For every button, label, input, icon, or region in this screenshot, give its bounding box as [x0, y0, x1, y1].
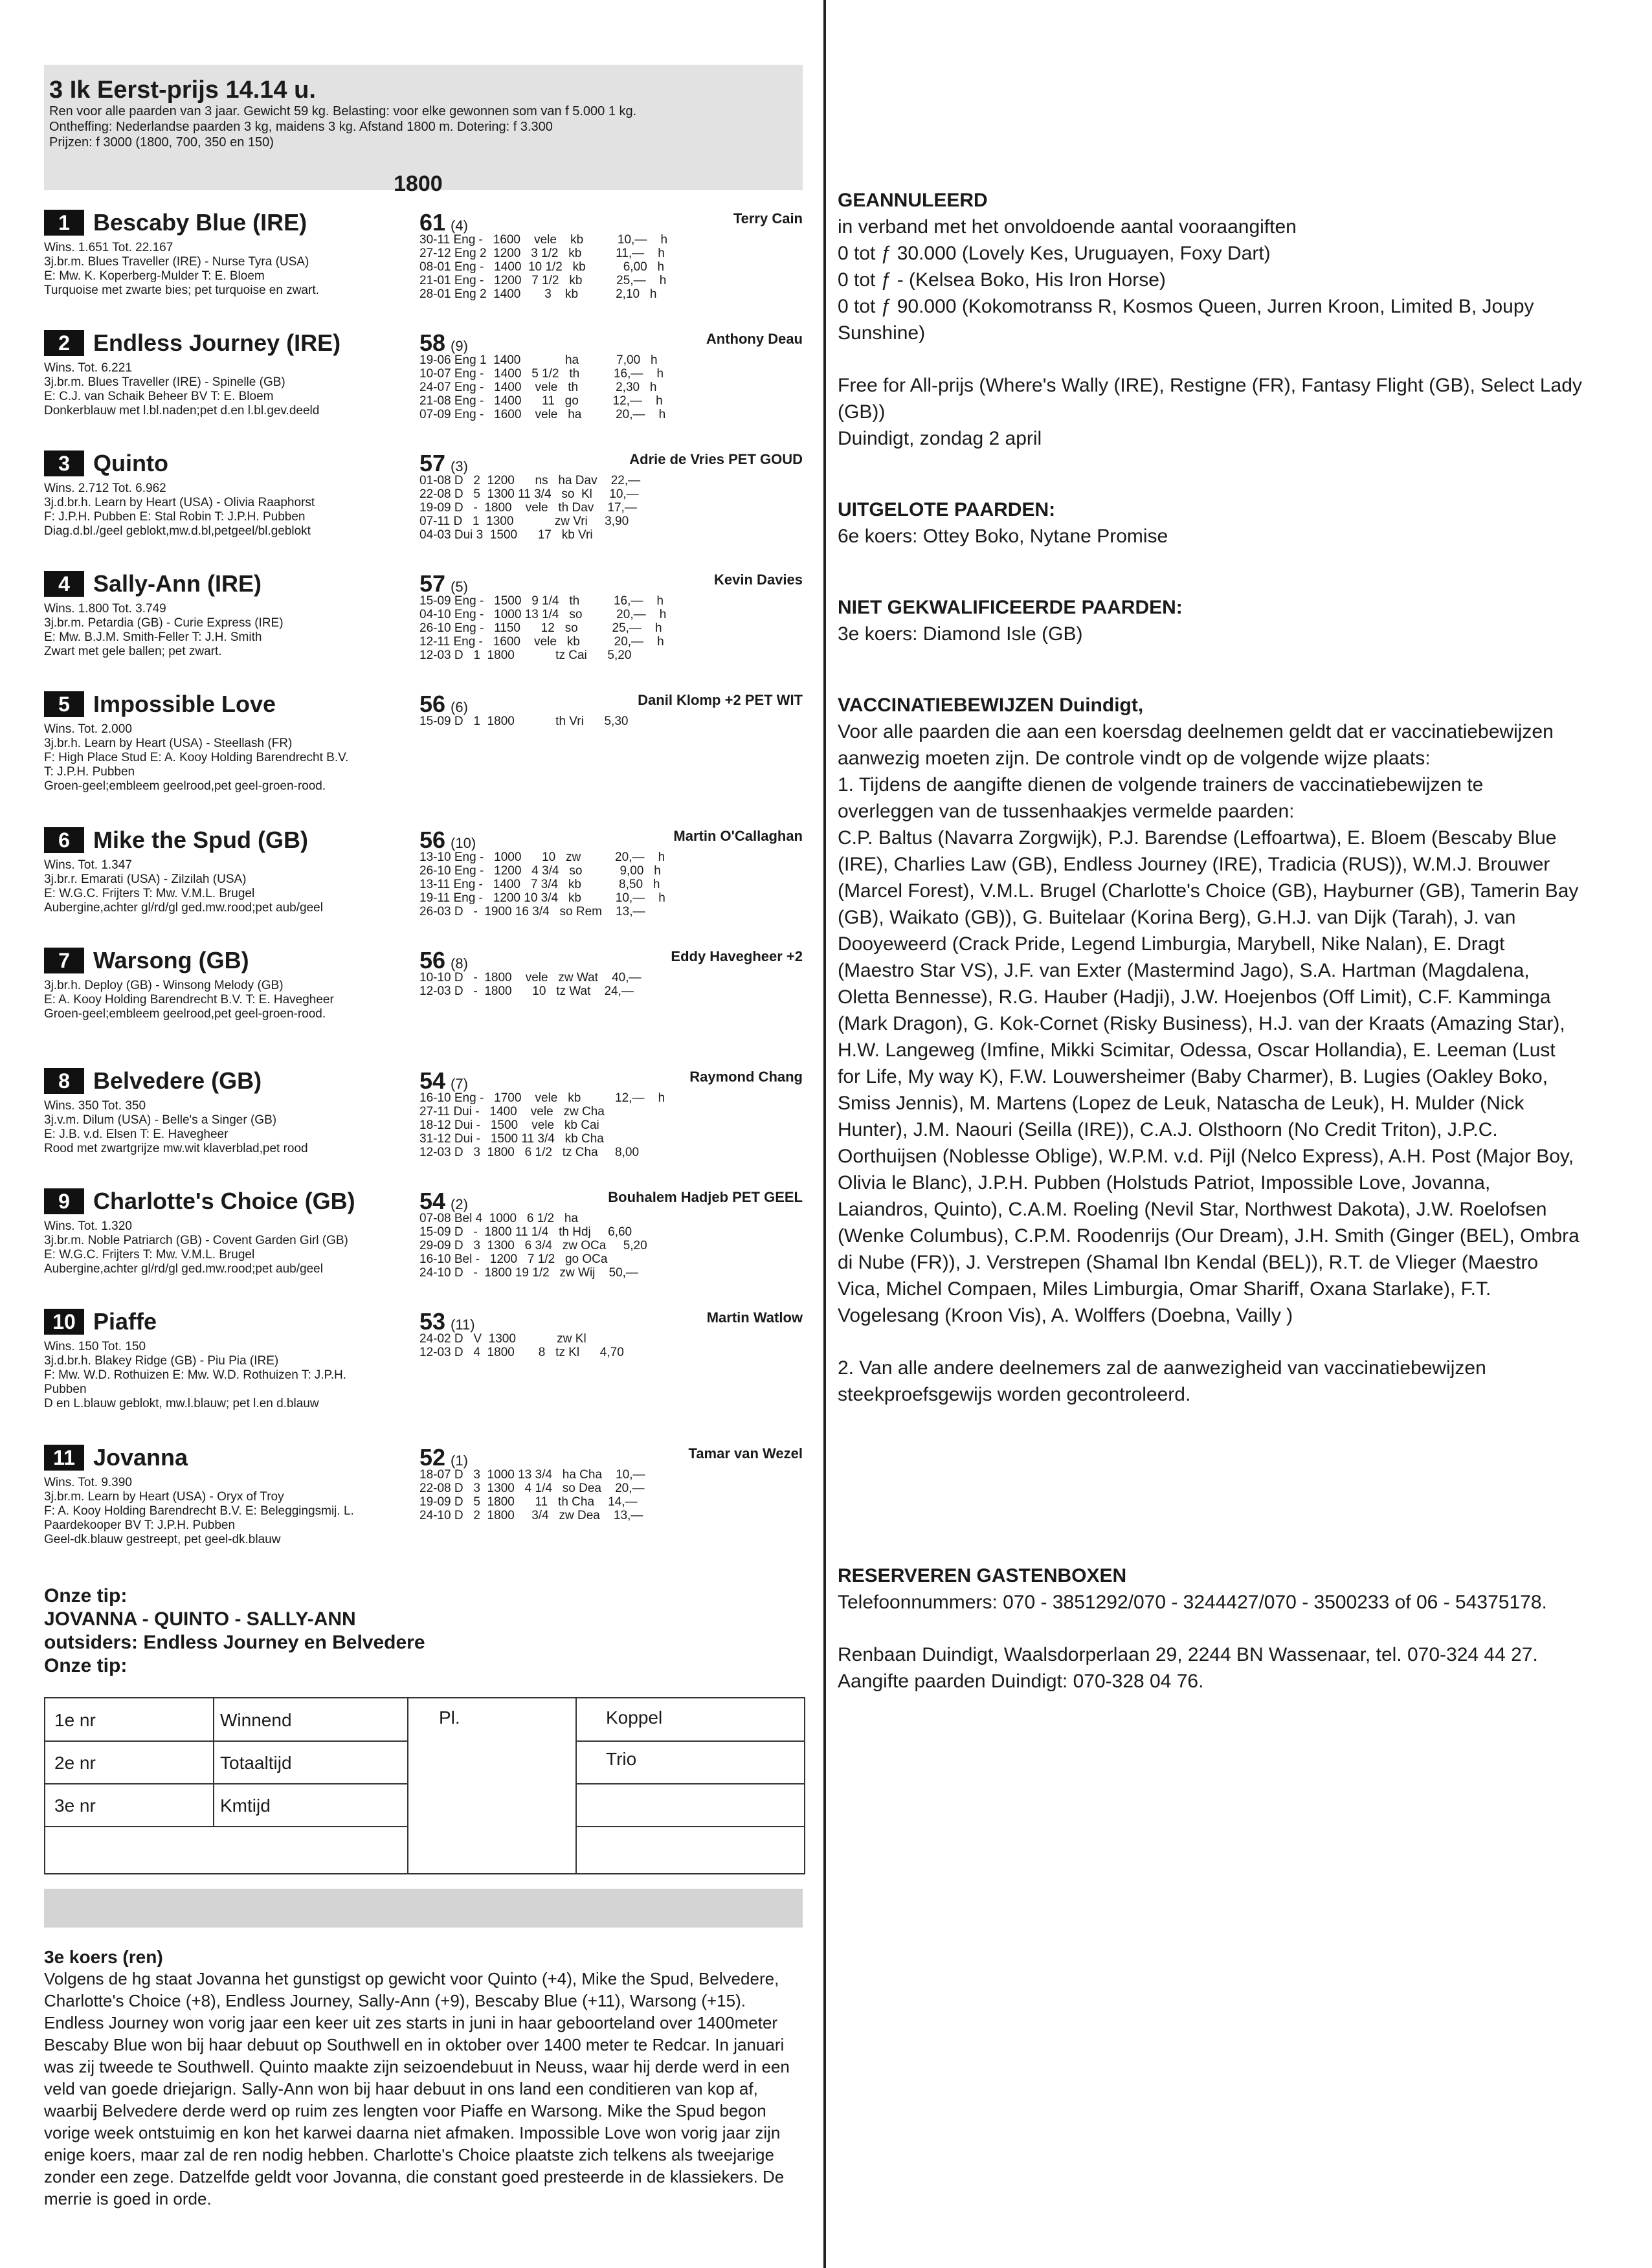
horse-form-table	[419, 971, 642, 998]
horse-post-position: (10)	[451, 835, 476, 851]
horse-form-table	[419, 1091, 665, 1159]
form-row: 22-08 D 3 1300 4 1/4 so Dea 20,—	[419, 1482, 645, 1495]
horse-details	[44, 858, 419, 915]
gray-band	[44, 1889, 803, 1928]
horse-detail-line: E: A. Kooy Holding Barendrecht B.V. T: E. Havegheer	[44, 993, 334, 1006]
form-row: 01-08 D 2 1200 ns ha Dav 22,—	[419, 474, 641, 487]
geannuleerd-line-3: 0 tot ƒ - (Kelsea Boko, His Iron Horse)	[838, 269, 1166, 291]
third-nr-label: 3e nr	[54, 1796, 96, 1816]
horse-detail-line: 3j.br.r. Emarati (USA) - Zilzilah (USA)	[44, 873, 247, 886]
tips-section	[44, 1584, 803, 1678]
horse-detail-line: Donkerblauw met l.bl.naden;pet d.en l.bl.gev.deeld	[44, 404, 320, 417]
form-row: 16-10 Eng - 1700 vele kb 12,— h	[419, 1091, 665, 1105]
horse-entry	[44, 1307, 803, 1443]
geannuleerd-title: GEANNULEERD	[838, 190, 988, 211]
place-label: Pl.	[439, 1707, 460, 1728]
geannuleerd-line-2: 0 tot ƒ 30.000 (Lovely Kes, Uruguayen, Foxy Dart)	[838, 243, 1271, 264]
form-row: 08-01 Eng - 1400 10 1/2 kb 6,00 h	[419, 260, 665, 274]
horse-detail-line: 3j.d.br.h. Blakey Ridge (GB) - Piu Pia (IRE)	[44, 1354, 279, 1368]
vaccinatie-step-1: 1. Tijdens de aangifte dienen de volgende trainers de vaccinatiebewijzen te overleggen van de tussenhaakjes vermelde paarden:	[838, 774, 1484, 822]
horse-detail-line: 3j.br.m. Blues Traveller (IRE) - Spinelle (GB)	[44, 375, 285, 389]
horse-form-table	[419, 1468, 645, 1522]
form-row: 18-12 Dui - 1500 vele kb Cai	[419, 1118, 599, 1132]
horse-post-position: (11)	[451, 1317, 475, 1333]
horse-weight-value: 57	[419, 570, 446, 597]
race-prizes: Prijzen: f 3000 (1800, 700, 350 en 150)	[49, 135, 274, 150]
horse-details	[44, 602, 419, 659]
tip-label: Onze tip:	[44, 1585, 128, 1606]
race-conditions-2: Ontheffing: Nederlandse paarden 3 kg, maidens 3 kg. Afstand 1800 m. Dotering: f 3.300	[49, 120, 553, 134]
horse-weight-value: 56	[419, 691, 446, 717]
horse-detail-line: Wins. Tot. 9.390	[44, 1476, 132, 1489]
horse-detail-line: 3j.br.h. Deploy (GB) - Winsong Melody (GB)	[44, 979, 284, 992]
form-row: 18-07 D 3 1000 13 3/4 ha Cha 10,—	[419, 1468, 645, 1482]
form-row: 19-09 D 5 1800 11 th Cha 14,—	[419, 1495, 638, 1509]
horse-detail-line: Wins. 1.651 Tot. 22.167	[44, 241, 173, 254]
horse-post-position: (7)	[451, 1076, 468, 1092]
horse-number: 8	[44, 1068, 84, 1094]
horse-entry	[44, 1443, 803, 1579]
form-row: 16-10 Bel - 1200 7 1/2 go OCa	[419, 1252, 608, 1266]
horse-weight-value: 52	[419, 1444, 446, 1471]
horse-name: Warsong (GB)	[93, 947, 249, 973]
horse-number: 5	[44, 691, 84, 717]
horse-detail-line: Aubergine,achter gl/rd/gl ged.mw.rood;pet aub/geel	[44, 1262, 323, 1276]
totaaltijd-label: Totaaltijd	[220, 1753, 292, 1773]
horse-name: Piaffe	[93, 1308, 157, 1335]
horse-name: Bescaby Blue (IRE)	[93, 209, 307, 236]
form-row: 22-08 D 5 1300 11 3/4 so Kl 10,—	[419, 487, 639, 501]
horse-weight-value: 56	[419, 827, 446, 853]
uitgelote-title: UITGELOTE PAARDEN:	[838, 499, 1056, 520]
niet-gekwalificeerd-text: 3e koers: Diamond Isle (GB)	[838, 623, 1083, 645]
horse-detail-line: Wins. 2.712 Tot. 6.962	[44, 482, 166, 495]
horse-name: Impossible Love	[93, 691, 276, 717]
horse-detail-line: Zwart met gele ballen; pet zwart.	[44, 645, 222, 658]
column-divider	[823, 0, 826, 2268]
tip-outsiders: outsiders: Endless Journey en Belvedere	[44, 1632, 425, 1653]
horse-details	[44, 722, 419, 794]
horse-weight-value: 56	[419, 947, 446, 973]
horse-detail-line: F: A. Kooy Holding Barendrecht B.V. E: Beleggingsmij. L.	[44, 1504, 354, 1518]
form-row: 13-10 Eng - 1000 10 zw 20,— h	[419, 850, 665, 864]
horse-weight-value: 61	[419, 209, 446, 236]
horse-detail-line: F: High Place Stud E: A. Kooy Holding Barendrecht B.V.	[44, 751, 349, 764]
horse-detail-line: Wins. Tot. 6.221	[44, 361, 132, 375]
form-row: 07-08 Bel 4 1000 6 1/2 ha	[419, 1212, 579, 1225]
geannuleerd-line-1: in verband met het onvoldoende aantal vooraangiften	[838, 216, 1297, 238]
horse-entry	[44, 1067, 803, 1187]
horse-post-position: (9)	[451, 338, 468, 354]
horse-entry	[44, 449, 803, 570]
form-row: 29-09 D 3 1300 6 3/4 zw OCa 5,20	[419, 1239, 647, 1252]
race-distance: 1800	[394, 172, 443, 196]
horse-list	[44, 208, 803, 1579]
horse-number: 3	[44, 450, 84, 476]
horse-detail-line: Pubben	[44, 1383, 87, 1396]
form-row: 04-10 Eng - 1000 13 1/4 so 20,— h	[419, 608, 667, 621]
form-row: 24-10 D - 1800 19 1/2 zw Wij 50,—	[419, 1266, 638, 1280]
vaccinatie-step-2: 2. Van alle andere deelnemers zal de aanwezigheid van vaccinatiebewijzen steekproefsgewijs worden gecontroleerd.	[838, 1357, 1486, 1405]
horse-detail-line: Geel-dk.blauw gestreept, pet geel-dk.blauw	[44, 1533, 281, 1546]
tip-picks: JOVANNA - QUINTO - SALLY-ANN	[44, 1608, 356, 1630]
horse-details	[44, 1476, 419, 1547]
horse-name: Endless Journey (IRE)	[93, 329, 341, 356]
koppel-label: Koppel	[606, 1707, 663, 1728]
horse-form-table	[419, 1332, 624, 1359]
form-row: 21-01 Eng - 1200 7 1/2 kb 25,— h	[419, 274, 667, 287]
horse-detail-line: E: W.G.C. Frijters T: Mw. V.M.L. Brugel	[44, 1248, 255, 1262]
horse-detail-line: 3j.br.m. Learn by Heart (USA) - Oryx of Troy	[44, 1490, 284, 1504]
form-row: 15-09 D - 1800 11 1/4 th Hdj 6,60	[419, 1225, 632, 1239]
horse-details	[44, 979, 419, 1021]
horse-form-table	[419, 233, 667, 301]
horse-number: 9	[44, 1188, 84, 1214]
form-row: 24-02 D V 1300 zw Kl	[419, 1332, 586, 1346]
form-row: 26-03 D - 1900 16 3/4 so Rem 13,—	[419, 905, 645, 918]
duindigt-date: Duindigt, zondag 2 april	[838, 428, 1042, 449]
horse-detail-line: Wins. 350 Tot. 350	[44, 1099, 146, 1113]
form-row: 19-11 Eng - 1200 10 3/4 kb 10,— h	[419, 891, 665, 905]
horse-entry	[44, 570, 803, 690]
horse-jockey: Martin Watlow	[706, 1309, 803, 1326]
form-row: 12-03 D - 1800 10 tz Wat 24,—	[419, 984, 634, 998]
form-row: 12-11 Eng - 1600 vele kb 20,— h	[419, 635, 664, 649]
vaccinatie-intro: Voor alle paarden die aan een koersdag deelnemen geldt dat er vaccinatiebewijzen aanwezig moeten zijn. De controle vindt op de volgende wijze plaats:	[838, 721, 1554, 769]
horse-jockey: Anthony Deau	[706, 331, 803, 347]
horse-jockey: Tamar van Wezel	[688, 1445, 803, 1462]
free-for-all-text: Free for All-prijs (Where's Wally (IRE), Restigne (FR), Fantasy Flight (GB), Select Lady (GB))	[838, 375, 1582, 423]
horse-number: 7	[44, 948, 84, 973]
horse-detail-line: 3j.v.m. Dilum (USA) - Belle's a Singer (GB)	[44, 1113, 277, 1127]
winnend-label: Winnend	[220, 1710, 292, 1730]
horse-detail-line: 3j.br.h. Learn by Heart (USA) - Steellash (FR)	[44, 737, 293, 750]
horse-details	[44, 241, 419, 298]
horse-entry	[44, 329, 803, 449]
form-row: 07-09 Eng - 1600 vele ha 20,— h	[419, 408, 666, 421]
race-title: 3 Ik Eerst-prijs 14.14 u.	[49, 76, 316, 104]
horse-detail-line: E: Mw. K. Koperberg-Mulder T: E. Bloem	[44, 269, 265, 283]
horse-jockey: Danil Klomp +2 PET WIT	[638, 692, 803, 708]
horse-jockey: Kevin Davies	[714, 572, 803, 588]
race-header	[44, 65, 803, 196]
horse-detail-line: Groen-geel;embleem geelrood,pet geel-groen-rood.	[44, 1007, 326, 1021]
horse-weight-value: 54	[419, 1188, 446, 1214]
trio-label: Trio	[606, 1749, 637, 1769]
horse-detail-line: Rood met zwartgrijze mw.wit klaverblad,pet rood	[44, 1142, 308, 1155]
horse-detail-line: Wins. Tot. 1.347	[44, 858, 132, 872]
tip-label-2: Onze tip:	[44, 1655, 128, 1676]
niet-gekwalificeerd-title: NIET GEKWALIFICEERDE PAARDEN:	[838, 597, 1183, 618]
horse-detail-line: 3j.br.m. Petardia (GB) - Curie Express (IRE)	[44, 616, 284, 630]
gastenboxen-address: Renbaan Duindigt, Waalsdorperlaan 29, 2244 BN Wassenaar, tel. 070-324 44 27. Aangifte paarden Duindigt: 070-328 04 76.	[838, 1644, 1538, 1692]
horse-jockey: Adrie de Vries PET GOUD	[629, 451, 803, 467]
horse-name: Mike the Spud (GB)	[93, 827, 308, 853]
horse-detail-line: D en L.blauw geblokt, mw.l.blauw; pet l.en d.blauw	[44, 1397, 319, 1410]
horse-details	[44, 1099, 419, 1156]
horse-jockey: Bouhalem Hadjeb PET GEEL	[608, 1189, 803, 1205]
form-row: 31-12 Dui - 1500 11 3/4 kb Cha	[419, 1132, 604, 1146]
uitgelote-text: 6e koers: Ottey Boko, Nytane Promise	[838, 526, 1168, 547]
horse-entry	[44, 690, 803, 826]
horse-number: 6	[44, 827, 84, 853]
horse-detail-line: T: J.P.H. Pubben	[44, 765, 135, 779]
gastenboxen-title: RESERVEREN GASTENBOXEN	[838, 1565, 1127, 1586]
form-row: 07-11 D 1 1300 zw Vri 3,90	[419, 515, 629, 528]
horse-post-position: (8)	[451, 955, 468, 972]
horse-form-table	[419, 850, 665, 918]
form-row: 04-03 Dui 3 1500 17 kb Vri	[419, 528, 593, 542]
first-nr-label: 1e nr	[54, 1710, 96, 1730]
horse-form-table	[419, 353, 665, 421]
horse-entry	[44, 826, 803, 946]
horse-jockey: Martin O'Callaghan	[673, 828, 803, 844]
report-text: Volgens de hg staat Jovanna het gunstigst op gewicht voor Quinto (+4), Mike the Spud, Belvedere, Charlotte's Choice (+8), Endless Journey, Sally-Ann (+9), Bescaby Blue (+11), Warsong (+15). Endless Journey won vorig jaar een keer uit zes starts in juni in haar geboorteland over 1400meter Bescaby Blue won bij haar debuut op Southwell en in oktober over 1400 meter te Redcar. In januari was zij tweede te Southwell. Quinto maakte zijn seizoendebuut in Neuss, waar hij derde werd in een veld van goede driejarign. Sally-Ann won bij haar debuut in ons land een conditieren van kop af, waarbij Belvedere derde werd op ruim zes lengten voor Piaffe en Warsong. Mike the Spud begon vorige week ontstuimig en kon het karwei daarna niet afmaken. Impossible Love won vorig jaar zijn enige koers, maar zal de ren nodig hebben. Charlotte's Choice plaatste zich telkens als tweejarige zonder een zege. Datzelfde geldt voor Jovanna, die constant goed presteerde in de klassiekers. De merrie is goed in orde.	[44, 1969, 790, 2208]
form-row: 27-11 Dui - 1400 vele zw Cha	[419, 1105, 605, 1118]
horse-post-position: (2)	[451, 1196, 468, 1212]
horse-form-table	[419, 715, 628, 728]
horse-details	[44, 1219, 419, 1276]
horse-jockey: Eddy Havegheer +2	[671, 948, 803, 964]
horse-name: Quinto	[93, 450, 168, 476]
horse-detail-line: Wins. 1.800 Tot. 3.749	[44, 602, 166, 616]
horse-detail-line: Wins. Tot. 2.000	[44, 722, 132, 736]
form-row: 26-10 Eng - 1150 12 so 25,— h	[419, 621, 662, 635]
horse-number: 2	[44, 330, 84, 356]
form-row: 15-09 D 1 1800 th Vri 5,30	[419, 715, 629, 728]
form-row: 24-10 D 2 1800 3/4 zw Dea 13,—	[419, 1509, 643, 1522]
horse-number: 4	[44, 571, 84, 597]
horse-detail-line: Paardekooper BV T: J.P.H. Pubben	[44, 1518, 236, 1532]
form-row: 21-08 Eng - 1400 11 go 12,— h	[419, 394, 663, 408]
horse-name: Jovanna	[93, 1444, 188, 1471]
form-row: 24-07 Eng - 1400 vele th 2,30 h	[419, 381, 657, 394]
horse-details	[44, 482, 419, 539]
horse-weight-value: 54	[419, 1067, 446, 1094]
horse-post-position: (3)	[451, 458, 468, 474]
horse-weight-value: 58	[419, 329, 446, 356]
form-row: 13-11 Eng - 1400 7 3/4 kb 8,50 h	[419, 878, 660, 891]
horse-jockey: Raymond Chang	[689, 1069, 803, 1085]
horse-detail-line: E: C.J. van Schaik Beheer BV T: E. Bloem	[44, 390, 274, 403]
geannuleerd-line-4: 0 tot ƒ 90.000 (Kokomotranss R, Kosmos Queen, Jurren Kroon, Limited B, Joupy Sunshine)	[838, 296, 1534, 344]
notices-column	[838, 188, 1582, 1695]
horse-form-table	[419, 594, 666, 662]
horse-form-table	[419, 1212, 647, 1280]
horse-form-table	[419, 474, 640, 542]
form-row: 19-06 Eng 1 1400 ha 7,00 h	[419, 353, 658, 367]
form-row: 30-11 Eng - 1600 vele kb 10,— h	[419, 233, 668, 247]
horse-entry	[44, 946, 803, 1067]
horse-name: Belvedere (GB)	[93, 1067, 262, 1094]
betting-form	[44, 1697, 805, 1874]
horse-detail-line: Turquoise met zwarte bies; pet turquoise en zwart.	[44, 284, 319, 297]
report-title: 3e koers (ren)	[44, 1947, 163, 1967]
form-row: 26-10 Eng - 1200 4 3/4 so 9,00 h	[419, 864, 661, 878]
horse-detail-line: Wins. Tot. 1.320	[44, 1219, 132, 1233]
horse-detail-line: 3j.d.br.h. Learn by Heart (USA) - Olivia Raaphorst	[44, 496, 315, 509]
horse-detail-line: Diag.d.bl./geel geblokt,mw.d.bl,petgeel/bl.geblokt	[44, 524, 311, 538]
horse-number: 1	[44, 210, 84, 236]
betting-form-lines	[45, 1698, 804, 1873]
form-row: 12-03 D 3 1800 6 1/2 tz Cha 8,00	[419, 1146, 640, 1159]
horse-post-position: (4)	[451, 217, 468, 234]
horse-weight-value: 53	[419, 1308, 446, 1335]
horse-detail-line: Aubergine,achter gl/rd/gl ged.mw.rood;pet aub/geel	[44, 901, 323, 915]
horse-entry	[44, 208, 803, 329]
race-conditions-1: Ren voor alle paarden van 3 jaar. Gewicht 59 kg. Belasting: voor elke gewonnen som van f 5.000 1 kg.	[49, 104, 637, 118]
kmtijd-label: Kmtijd	[220, 1796, 271, 1816]
horse-post-position: (6)	[451, 699, 468, 715]
horse-number: 11	[44, 1445, 84, 1471]
second-nr-label: 2e nr	[54, 1753, 96, 1773]
horse-post-position: (1)	[451, 1452, 468, 1469]
horse-name: Charlotte's Choice (GB)	[93, 1188, 355, 1214]
horse-detail-line: F: J.P.H. Pubben E: Stal Robin T: J.P.H. Pubben	[44, 510, 306, 524]
gastenboxen-phones: Telefoonnummers: 070 - 3851292/070 - 3244427/070 - 3500233 of 06 - 54375178.	[838, 1592, 1547, 1613]
horse-detail-line: 3j.br.m. Blues Traveller (IRE) - Nurse Tyra (USA)	[44, 255, 309, 269]
form-row: 28-01 Eng 2 1400 3 kb 2,10 h	[419, 287, 657, 301]
horse-detail-line: Groen-geel;embleem geelrood,pet geel-groen-rood.	[44, 779, 326, 793]
horse-jockey: Terry Cain	[733, 210, 803, 227]
horse-detail-line: E: Mw. B.J.M. Smith-Feller T: J.H. Smith	[44, 630, 262, 644]
vaccinatie-trainer-list: C.P. Baltus (Navarra Zorgwijk), P.J. Barendse (Leffoartwa), E. Bloem (Bescaby Blue (IRE), Charlies Law (GB), Endless Journey (IRE), Tradicia (RUS)), W.M.J. Brouwer (Marcel Forest), V.M.L. Brugel (Charlotte's Choice (GB), Hayburner (GB), Tamerin Bay (GB), Waikato (GB)), G. Buitelaar (Korina Berg), G.H.J. van Dijk (Tarah), J. van Dooyeweerd (Crack Pride, Legend Limburgia, Marybell, Nike Nalan), E. Dragt (Maestro Star VS), J.F. van Exter (Mastermind Jago), S.A. Hartman (Magdalena, Oletta Bennesse), R.G. Hauber (Hadji), J.W. Hoejenbos (Off Limit), C.F. Kamminga (Mark Dragon), G. Kok-Cornet (Risky Business), H.J. van der Kraats (Amazing Star), H.W. Langeweg (Imfine, Mikki Scimitar, Odessa, Oscar Hollandia), E. Leeman (Lust for Life, My way K), F.W. Louwersheimer (Baby Charmer), B. Lugies (Oakley Boko, Smiss Jennis), M. Martens (Lopez de Leuk, Natascha de Leuk), H. Mulder (Nick Hunter), J.M. Naouri (Seilla (IRE)), C.A.J. Olsthoorn (No Credit Triton), J.P.C. Oorthuijsen (Noblesse Oblige), W.P.M. v.d. Pijl (Nelco Express), A.H. Post (Major Boy, Olivia le Blanc), J.P.H. Pubben (Holstuds Patriot, Impossible Love, Jovanna, Laiandros, Quinto), C.A.M. Roeling (Nevil Star, Northwest Dakota), J.W. Roelofsen (Wenke Columbus), C.P.M. Roodenrijs (Our Dream), J.H. Smith (Ginger (BEL), Ombra di Nube (FR)), J. Verstrepen (Shamal Ibn Kendal (BEL)), R.T. de Vlieger (Maestro Vica, Michel Compaen, Miles Limburgia, Omar Shariff, Oxana Starlake), F.T. Vogelesang (Kroon Vis), A. Wolffers (Doebna, Vailly )	[838, 827, 1579, 1326]
horse-detail-line: E: W.G.C. Frijters T: Mw. V.M.L. Brugel	[44, 887, 255, 900]
form-row: 12-03 D 1 1800 tz Cai 5,20	[419, 649, 632, 662]
horse-detail-line: Wins. 150 Tot. 150	[44, 1340, 146, 1353]
horse-post-position: (5)	[451, 579, 468, 595]
form-row: 10-07 Eng - 1400 5 1/2 th 16,— h	[419, 367, 664, 381]
form-row: 19-09 D - 1800 vele th Dav 17,—	[419, 501, 637, 515]
form-row: 10-10 D - 1800 vele zw Wat 40,—	[419, 971, 642, 984]
vaccinatie-title: VACCINATIEBEWIJZEN Duindigt,	[838, 695, 1144, 716]
horse-entry	[44, 1187, 803, 1307]
form-row: 15-09 Eng - 1500 9 1/4 th 16,— h	[419, 594, 664, 608]
horse-detail-line: 3j.br.m. Noble Patriarch (GB) - Covent Garden Girl (GB)	[44, 1234, 348, 1247]
form-row: 12-03 D 4 1800 8 tz Kl 4,70	[419, 1346, 624, 1359]
horse-detail-line: E: J.B. v.d. Elsen T: E. Havegheer	[44, 1128, 229, 1141]
horse-number: 10	[44, 1309, 84, 1335]
horse-detail-line: F: Mw. W.D. Rothuizen E: Mw. W.D. Rothuizen T: J.P.H.	[44, 1368, 347, 1382]
horse-details	[44, 361, 419, 418]
horse-details	[44, 1340, 419, 1411]
form-row: 27-12 Eng 2 1200 3 1/2 kb 11,— h	[419, 247, 665, 260]
horse-name: Sally-Ann (IRE)	[93, 570, 262, 597]
horse-weight-value: 57	[419, 450, 446, 476]
race-column	[44, 65, 803, 2210]
